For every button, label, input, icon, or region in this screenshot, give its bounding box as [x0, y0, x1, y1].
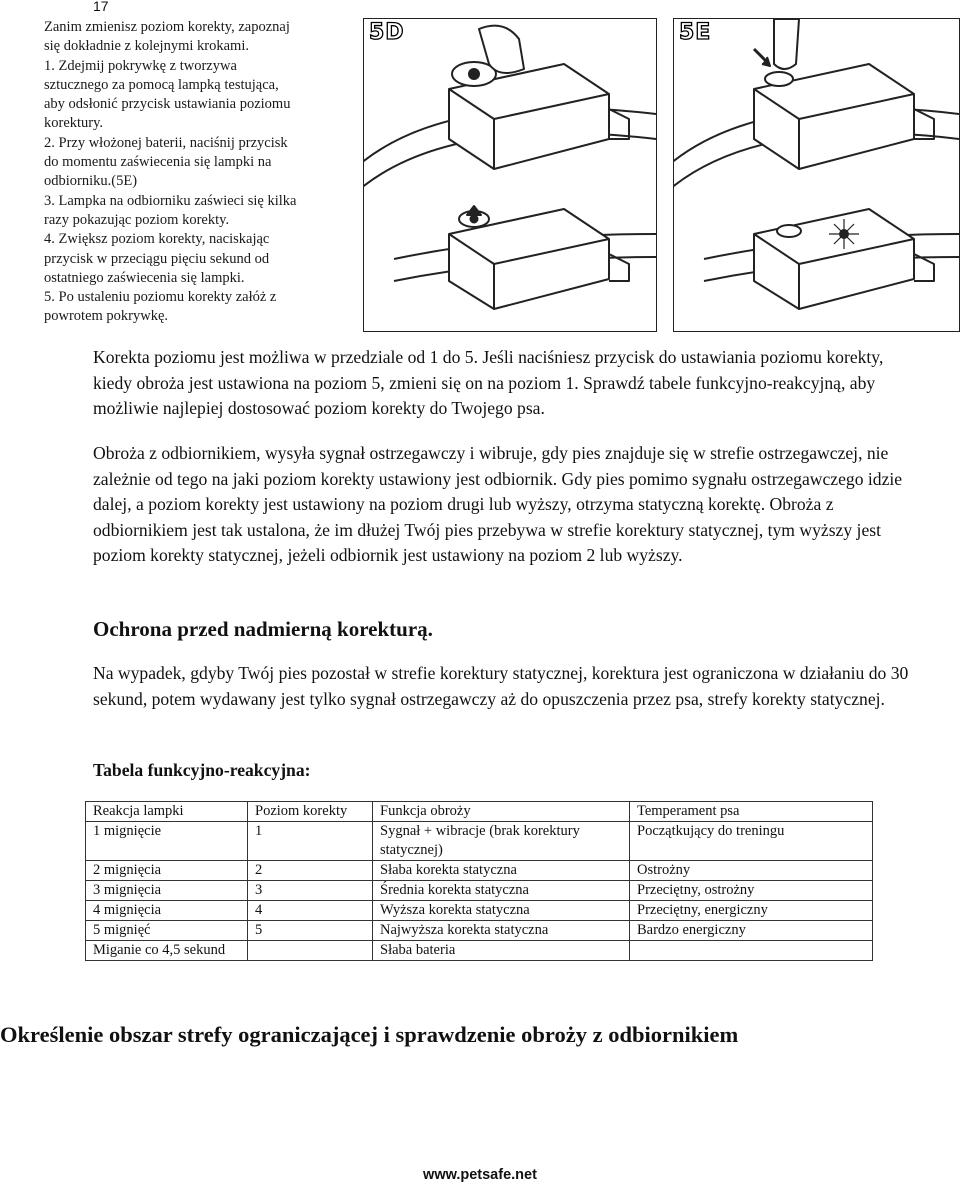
steps-line: 5. Po ustaleniu poziomu korekty załóż z	[44, 289, 277, 306]
table-row	[86, 941, 873, 961]
table-row	[86, 901, 873, 921]
table-cell: Przeciętny, ostrożny	[630, 881, 873, 901]
table-cell: Ostrożny	[630, 861, 873, 881]
table-row	[86, 822, 873, 861]
table-cell: Słaba bateria	[373, 941, 630, 961]
table-cell: 3 mignięcia	[86, 881, 248, 901]
steps-line: 4. Zwiększ poziom korekty, naciskając	[44, 231, 270, 248]
table-title: Tabela funkcyjno-reakcyjna:	[93, 760, 311, 780]
table-cell: 5 mignięć	[86, 921, 248, 941]
table-cell: 4 mignięcia	[86, 901, 248, 921]
steps-line: korektury.	[44, 115, 104, 132]
table-cell	[248, 941, 373, 961]
table-header-row	[86, 802, 873, 822]
steps-line: aby odsłonić przycisk ustawiania poziomu	[44, 96, 291, 113]
function-response-table	[85, 801, 873, 961]
table-cell: Najwyższa korekta statyczna	[373, 921, 630, 941]
table-cell: Początkujący do treningu	[630, 822, 873, 861]
receiver-button-press-illustration	[674, 19, 959, 331]
figure-label-5d: 5D	[369, 20, 405, 45]
steps-line: sztucznego za pomocą lampką testująca,	[44, 76, 279, 93]
table-cell: Przeciętny, energiczny	[630, 901, 873, 921]
steps-line: 2. Przy włożonej baterii, naciśnij przycisk	[44, 134, 288, 151]
table-cell: 1 mignięcie	[86, 822, 248, 861]
table-cell: Słaba korekta statyczna	[373, 861, 630, 881]
table-cell: Średnia korekta statyczna	[373, 881, 630, 901]
steps-line: ostatniego zaświecenia się lampki.	[44, 269, 245, 286]
table-cell: 2 mignięcia	[86, 861, 248, 881]
table-header-cell: Funkcja obroży	[373, 802, 630, 822]
steps-line: przycisk w przeciągu pięciu sekund od	[44, 250, 270, 267]
table-header-cell: Reakcja lampki	[86, 802, 248, 822]
table-cell: 3	[248, 881, 373, 901]
table-cell: 5	[248, 921, 373, 941]
table-row	[86, 861, 873, 881]
footer-url: www.petsafe.net	[423, 1167, 537, 1183]
adjustment-steps	[44, 18, 349, 327]
figure-5e	[673, 18, 960, 332]
table-row	[86, 881, 873, 901]
steps-line: razy pokazując poziom korekty.	[44, 211, 230, 228]
overcorrection-protection-heading: Ochrona przed nadmierną korekturą.	[93, 617, 433, 641]
correction-range-paragraph: Korekta poziomu jest możliwa w przedziale od 1 do 5. Jeśli naciśniesz przycisk do ustawiania poziomu korekty, kiedy obroża jest ustawiona na poziom 5, zmieni się on na poziom 1. Sprawdź tabele funkcyjno-reakcyjną, aby możliwie najlepiej dostosować poziom korekty do Twojego psa.	[93, 347, 884, 419]
table-cell: Wyższa korekta statyczna	[373, 901, 630, 921]
steps-line: 3. Lampka na odbiorniku zaświeci się kilka	[44, 192, 297, 209]
steps-line: się dokładnie z kolejnymi krokami.	[44, 38, 249, 55]
table-cell: 1	[248, 822, 373, 861]
overcorrection-paragraph: Na wypadek, gdyby Twój pies pozostał w strefie korektury statycznej, korektura jest ograniczona w działaniu do 30 sekund, potem wydawany jest tylko sygnał ostrzegawczy aż do opuszczenia przez psa, strefy korekty statycznej.	[93, 663, 909, 709]
table-cell: Bardzo energiczny	[630, 921, 873, 941]
steps-line: powrotem pokrywkę.	[44, 308, 169, 325]
table-cell: 4	[248, 901, 373, 921]
receiver-cap-removal-illustration	[364, 19, 656, 331]
steps-line: Zanim zmienisz poziom korekty, zapoznaj	[44, 19, 290, 35]
table-row	[86, 921, 873, 941]
table-cell: 2	[248, 861, 373, 881]
page-number: 17	[93, 0, 109, 14]
steps-line: odbiorniku.(5E)	[44, 173, 138, 190]
steps-line: 1. Zdejmij pokrywkę z tworzywa	[44, 57, 237, 74]
table-header-cell: Poziom korekty	[248, 802, 373, 822]
steps-line: do momentu zaświecenia się lampki na	[44, 154, 272, 171]
table-cell: Sygnał + wibracje (brak korektury statycznej)	[373, 822, 630, 861]
figure-5d	[363, 18, 657, 332]
figure-label-5e: 5E	[679, 20, 712, 45]
section-title: Określenie obszar strefy ograniczającej i sprawdzenie obroży z odbiornikiem	[0, 1022, 739, 1047]
table-cell: Miganie co 4,5 sekund	[86, 941, 248, 961]
table-header-cell: Temperament psa	[630, 802, 873, 822]
table-cell	[630, 941, 873, 961]
warning-zone-paragraph: Obroża z odbiornikiem, wysyła sygnał ostrzegawczy i wibruje, gdy pies znajduje się w strefie ostrzegawczej, nie zależnie od tego na jaki poziom korekty ustawiony jest odbiornik. Gdy pies pomimo sygnału ostrzegawczego idzie dalej, a poziom korekty jest ustawiony na poziom drugi lub wyższy, otrzyma statyczną korektę. Obroża z odbiornikiem jest tak ustalona, że im dłużej Twój pies przebywa w strefie korektury statycznej, tym wyższy jest poziom korekty statycznej, jeżeli odbiornik jest ustawiony na poziom 2 lub wyższy.	[93, 443, 903, 566]
